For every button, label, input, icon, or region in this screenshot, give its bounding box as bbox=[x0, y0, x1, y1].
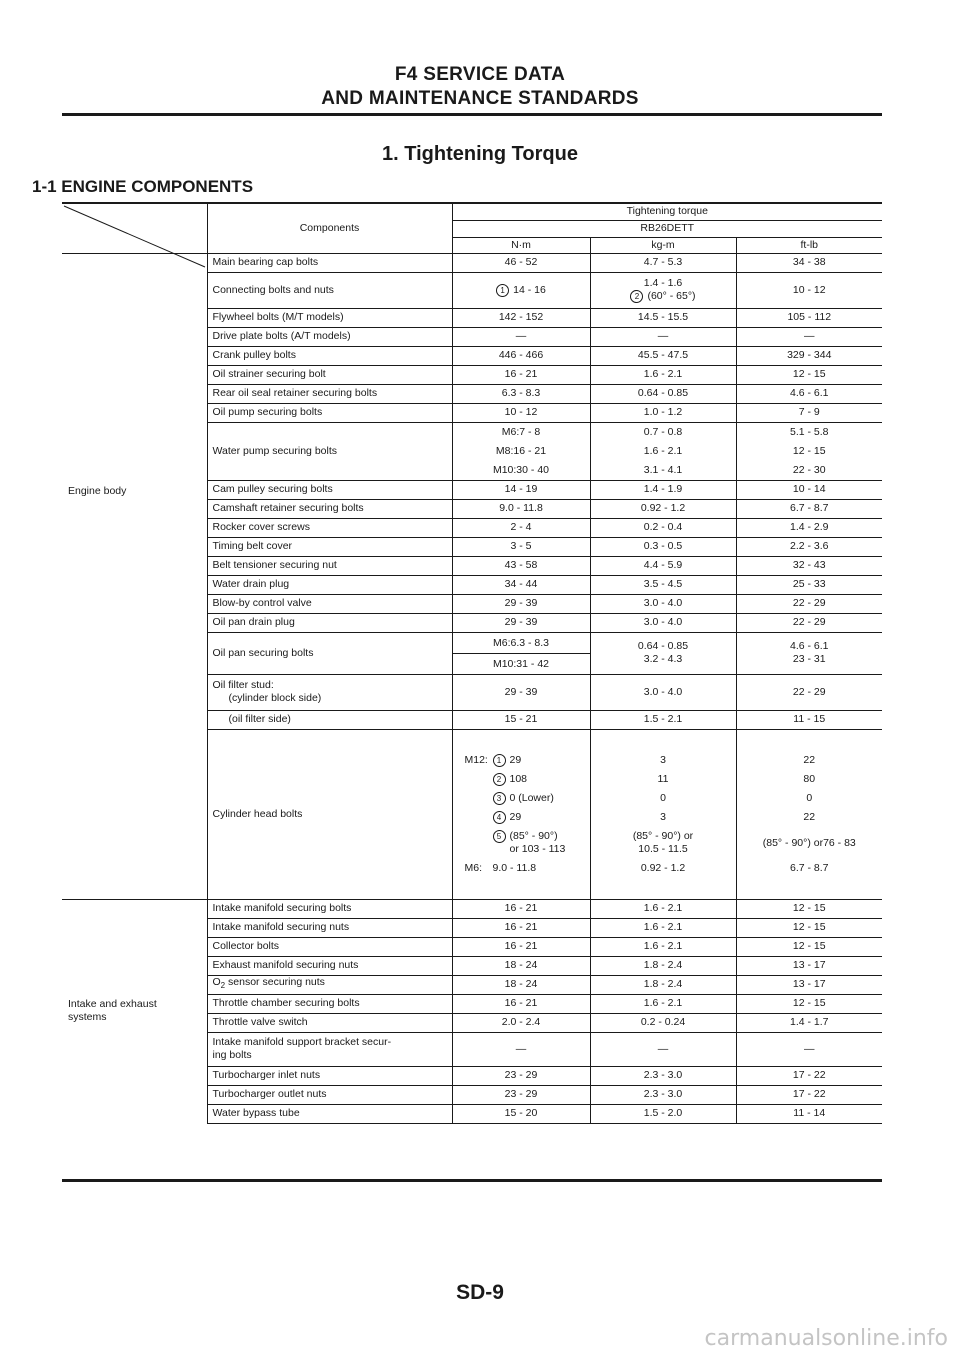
bolt-size-m12: M12: bbox=[464, 753, 488, 766]
torque-nm: 16 - 21 bbox=[452, 918, 590, 937]
torque-kgm: 0.92 - 1.2 bbox=[590, 499, 736, 518]
torque-nm-m10: M10:30 - 40 bbox=[492, 463, 550, 476]
torque-nm: 16 - 21 bbox=[452, 365, 590, 384]
step-mark-icon: 4 bbox=[493, 811, 506, 824]
torque-ftlb: 25 - 33 bbox=[736, 575, 882, 594]
step-ftlb: 22 bbox=[803, 810, 816, 823]
torque-kgm: 0.2 - 0.4 bbox=[590, 518, 736, 537]
step-ftlb: 22 bbox=[803, 753, 816, 766]
component-name: Cylinder head bolts bbox=[207, 729, 452, 899]
component-name: Water drain plug bbox=[207, 575, 452, 594]
component-name: Water pump securing bolts bbox=[207, 422, 452, 480]
component-name bbox=[207, 975, 452, 994]
component-name: (oil filter side) bbox=[207, 710, 452, 729]
torque-kgm: 1.8 - 2.4 bbox=[590, 975, 736, 994]
step-mark-icon: 1 bbox=[493, 754, 506, 767]
torque-kgm bbox=[590, 272, 736, 308]
torque-ftlb: 10 - 12 bbox=[736, 272, 882, 308]
torque-kgm: 1.6 - 2.1 bbox=[590, 899, 736, 918]
o2-subscript: 2 bbox=[220, 981, 226, 991]
torque-nm: — bbox=[452, 327, 590, 346]
component-name: Turbocharger inlet nuts bbox=[207, 1066, 452, 1085]
component-name: Intake manifold securing nuts bbox=[207, 918, 452, 937]
header-components: Components bbox=[207, 203, 452, 253]
group-intake-exhaust: Intake and exhaust systems bbox=[62, 899, 207, 1123]
torque-ftlb: 22 - 29 bbox=[736, 674, 882, 710]
torque-kgm: 3.0 - 4.0 bbox=[590, 613, 736, 632]
component-name: Oil pan drain plug bbox=[207, 613, 452, 632]
torque-kgm: 1.6 - 2.1 bbox=[590, 918, 736, 937]
torque-kgm: 4.4 - 5.9 bbox=[590, 556, 736, 575]
m6-nm: 9.0 - 11.8 bbox=[492, 861, 537, 874]
footer-rule bbox=[62, 1179, 882, 1182]
watermark-text: carmanualsonline.info bbox=[704, 1326, 948, 1351]
torque-kgm: 0.2 - 0.24 bbox=[590, 1013, 736, 1032]
torque-ftlb: 10 - 14 bbox=[736, 480, 882, 499]
torque-kgm bbox=[590, 729, 736, 899]
torque-nm: 10 - 12 bbox=[452, 403, 590, 422]
component-name: Rear oil seal retainer securing bolts bbox=[207, 384, 452, 403]
component-name: Oil pump securing bolts bbox=[207, 403, 452, 422]
m6-kgm: 0.92 - 1.2 bbox=[640, 861, 686, 874]
torque-nm bbox=[452, 422, 590, 480]
torque-nm: 34 - 44 bbox=[452, 575, 590, 594]
step-nm: 29 bbox=[509, 753, 522, 766]
step-nm: 29 bbox=[509, 810, 522, 823]
torque-kgm: — bbox=[590, 1032, 736, 1066]
component-name: Belt tensioner securing nut bbox=[207, 556, 452, 575]
step-kgm: 3 bbox=[660, 753, 666, 766]
torque-ftlb: 105 - 112 bbox=[736, 308, 882, 327]
torque-nm: 6.3 - 8.3 bbox=[452, 384, 590, 403]
torque-ftlb-m10: 22 - 30 bbox=[792, 463, 826, 476]
component-name: Drive plate bolts (A/T models) bbox=[207, 327, 452, 346]
header-unit-nm: N·m bbox=[452, 237, 590, 253]
component-name: Blow-by control valve bbox=[207, 594, 452, 613]
header-unit-kgm: kg-m bbox=[590, 237, 736, 253]
torque-ftlb: 12 - 15 bbox=[736, 899, 882, 918]
header-engine-model: RB26DETT bbox=[452, 220, 882, 237]
step-nm: (85° - 90°) or 103 - 113 bbox=[509, 829, 566, 855]
torque-ftlb: 32 - 43 bbox=[736, 556, 882, 575]
torque-nm: 15 - 20 bbox=[452, 1104, 590, 1123]
torque-kgm: 1.5 - 2.0 bbox=[590, 1104, 736, 1123]
step-kgm: 0 bbox=[660, 791, 666, 804]
torque-nm bbox=[452, 729, 590, 899]
step-mark-icon: 2 bbox=[493, 773, 506, 786]
torque-kgm: 2.3 - 3.0 bbox=[590, 1085, 736, 1104]
torque-kgm: 1.6 - 2.1 bbox=[590, 365, 736, 384]
torque-kgm: 3.5 - 4.5 bbox=[590, 575, 736, 594]
torque-nm-m8: M8:16 - 21 bbox=[495, 444, 547, 457]
component-name: Connecting bolts and nuts bbox=[207, 272, 452, 308]
component-name: Rocker cover screws bbox=[207, 518, 452, 537]
torque-ftlb-m6: 4.6 - 6.1 bbox=[790, 640, 829, 652]
group-spacer bbox=[62, 729, 207, 899]
step-nm: 0 (Lower) bbox=[509, 791, 554, 804]
torque-nm-m10: M10:31 - 42 bbox=[492, 657, 550, 670]
component-name: Timing belt cover bbox=[207, 537, 452, 556]
torque-nm: 43 - 58 bbox=[452, 556, 590, 575]
torque-nm: 16 - 21 bbox=[452, 994, 590, 1013]
torque-angle: (60° - 65°) bbox=[647, 290, 696, 302]
torque-ftlb: 12 - 15 bbox=[736, 937, 882, 956]
torque-kgm-m10: 3.1 - 4.1 bbox=[643, 463, 683, 476]
torque-kgm: 2.3 - 3.0 bbox=[590, 1066, 736, 1085]
torque-kgm: 3.0 - 4.0 bbox=[590, 674, 736, 710]
torque-nm: 142 - 152 bbox=[452, 308, 590, 327]
torque-nm: 2 - 4 bbox=[452, 518, 590, 537]
component-name: Cam pulley securing bolts bbox=[207, 480, 452, 499]
torque-kgm-m6: 0.7 - 0.8 bbox=[643, 425, 683, 438]
component-name: Throttle chamber securing bolts bbox=[207, 994, 452, 1013]
diagonal-line bbox=[62, 204, 207, 269]
torque-kgm: 3.0 - 4.0 bbox=[590, 594, 736, 613]
component-name: Exhaust manifold securing nuts bbox=[207, 956, 452, 975]
torque-kgm-m6: 0.64 - 0.85 bbox=[637, 640, 689, 652]
component-name-sub: (cylinder block side) bbox=[228, 692, 322, 704]
component-name-main: Oil filter stud: bbox=[212, 679, 274, 691]
m6-ftlb: 6.7 - 8.7 bbox=[790, 861, 829, 874]
torque-nm: 14 - 19 bbox=[452, 480, 590, 499]
step-kgm: 11 bbox=[657, 772, 669, 785]
step-nm: 108 bbox=[509, 772, 528, 785]
component-name: Collector bolts bbox=[207, 937, 452, 956]
torque-kgm: 45.5 - 47.5 bbox=[590, 346, 736, 365]
torque-nm: 23 - 29 bbox=[452, 1085, 590, 1104]
torque-ftlb: 12 - 15 bbox=[736, 918, 882, 937]
torque-ftlb: 6.7 - 8.7 bbox=[736, 499, 882, 518]
torque-nm: 3 - 5 bbox=[452, 537, 590, 556]
torque-kgm-m8: 1.6 - 2.1 bbox=[643, 444, 683, 457]
torque-kgm: 1.0 - 1.2 bbox=[590, 403, 736, 422]
torque-nm: 446 - 466 bbox=[452, 346, 590, 365]
component-name: Turbocharger outlet nuts bbox=[207, 1085, 452, 1104]
torque-ftlb: 22 - 29 bbox=[736, 613, 882, 632]
torque-nm-m6: M6:6.3 - 8.3 bbox=[453, 633, 590, 654]
torque-kgm bbox=[590, 632, 736, 674]
torque-ftlb: 4.6 - 6.1 bbox=[736, 384, 882, 403]
table-row bbox=[62, 899, 882, 918]
header-rule bbox=[62, 113, 882, 116]
torque-nm: 16 - 21 bbox=[452, 899, 590, 918]
component-name: Flywheel bolts (M/T models) bbox=[207, 308, 452, 327]
o2-name: sensor securing nuts bbox=[225, 976, 325, 989]
torque-ftlb: 12 - 15 bbox=[736, 994, 882, 1013]
section-title: 1. Tightening Torque bbox=[382, 143, 578, 165]
bolt-size-m6: M6: bbox=[464, 861, 483, 874]
torque-nm: 2.0 - 2.4 bbox=[452, 1013, 590, 1032]
torque-kgm: 1.5 - 2.1 bbox=[590, 710, 736, 729]
torque-nm: 9.0 - 11.8 bbox=[452, 499, 590, 518]
torque-ftlb: 22 - 29 bbox=[736, 594, 882, 613]
torque-ftlb bbox=[736, 422, 882, 480]
torque-nm bbox=[452, 272, 590, 308]
page-title-line2: AND MAINTENANCE STANDARDS bbox=[321, 88, 639, 109]
component-name: Oil strainer securing bolt bbox=[207, 365, 452, 384]
torque-nm: — bbox=[452, 1032, 590, 1066]
torque-nm: 16 - 21 bbox=[452, 937, 590, 956]
header-diagonal-cell bbox=[62, 203, 207, 253]
torque-ftlb-m10: 23 - 31 bbox=[792, 653, 826, 665]
torque-nm-value: 14 - 16 bbox=[513, 283, 546, 296]
torque-nm-m6: M6:7 - 8 bbox=[501, 425, 541, 438]
torque-ftlb: 2.2 - 3.6 bbox=[736, 537, 882, 556]
torque-kgm: 0.64 - 0.85 bbox=[590, 384, 736, 403]
torque-nm: 29 - 39 bbox=[452, 594, 590, 613]
torque-ftlb-m6: 5.1 - 5.8 bbox=[790, 425, 829, 438]
header-tightening-torque: Tightening torque bbox=[452, 203, 882, 220]
torque-ftlb: — bbox=[736, 1032, 882, 1066]
torque-ftlb: 13 - 17 bbox=[736, 956, 882, 975]
torque-ftlb: 11 - 14 bbox=[736, 1104, 882, 1123]
torque-ftlb: 1.4 - 1.7 bbox=[736, 1013, 882, 1032]
component-name: Crank pulley bolts bbox=[207, 346, 452, 365]
page-title-line1: F4 SERVICE DATA bbox=[394, 64, 566, 85]
step-ftlb: (85° - 90°) or76 - 83 bbox=[762, 836, 856, 849]
step-mark-icon: 2 bbox=[630, 290, 643, 303]
torque-kgm: 4.7 - 5.3 bbox=[590, 253, 736, 272]
torque-kgm: 0.3 - 0.5 bbox=[590, 537, 736, 556]
torque-nm: 29 - 39 bbox=[452, 674, 590, 710]
torque-kgm bbox=[590, 422, 736, 480]
torque-ftlb: 11 - 15 bbox=[736, 710, 882, 729]
torque-ftlb: 12 - 15 bbox=[736, 365, 882, 384]
o2-prefix: O bbox=[212, 976, 221, 989]
component-name bbox=[207, 674, 452, 710]
step-kgm: (85° - 90°) or 10.5 - 11.5 bbox=[632, 829, 694, 855]
torque-kgm-m10: 3.2 - 4.3 bbox=[643, 653, 683, 665]
component-name: Intake manifold support bracket secur- ing bolts bbox=[207, 1032, 452, 1066]
torque-kgm-value: 1.4 - 1.6 bbox=[643, 277, 683, 289]
torque-kgm: 1.6 - 2.1 bbox=[590, 994, 736, 1013]
component-name: Main bearing cap bolts bbox=[207, 253, 452, 272]
torque-ftlb: 1.4 - 2.9 bbox=[736, 518, 882, 537]
group-engine-body: Engine body bbox=[68, 484, 127, 497]
torque-kgm: 1.6 - 2.1 bbox=[590, 937, 736, 956]
torque-nm: 23 - 29 bbox=[452, 1066, 590, 1085]
step-mark-icon: 3 bbox=[493, 792, 506, 805]
torque-nm bbox=[452, 632, 590, 674]
torque-ftlb bbox=[736, 729, 882, 899]
component-name: Throttle valve switch bbox=[207, 1013, 452, 1032]
step-ftlb: 80 bbox=[803, 772, 816, 785]
table-row bbox=[62, 729, 882, 899]
torque-kgm: 14.5 - 15.5 bbox=[590, 308, 736, 327]
torque-nm: 46 - 52 bbox=[452, 253, 590, 272]
component-name: Oil pan securing bolts bbox=[207, 632, 452, 674]
step-ftlb: 0 bbox=[806, 791, 813, 804]
torque-nm: 15 - 21 bbox=[452, 710, 590, 729]
component-name: Intake manifold securing bolts bbox=[207, 899, 452, 918]
torque-ftlb: 17 - 22 bbox=[736, 1066, 882, 1085]
torque-ftlb: 329 - 344 bbox=[736, 346, 882, 365]
step-kgm: 3 bbox=[660, 810, 666, 823]
torque-kgm: — bbox=[590, 327, 736, 346]
component-name: Camshaft retainer securing bolts bbox=[207, 499, 452, 518]
torque-kgm: 1.4 - 1.9 bbox=[590, 480, 736, 499]
subsection-title: 1-1 ENGINE COMPONENTS bbox=[32, 177, 254, 196]
torque-nm: 29 - 39 bbox=[452, 613, 590, 632]
torque-nm: 18 - 24 bbox=[452, 956, 590, 975]
torque-ftlb: 17 - 22 bbox=[736, 1085, 882, 1104]
torque-ftlb: — bbox=[736, 327, 882, 346]
torque-kgm: 1.8 - 2.4 bbox=[590, 956, 736, 975]
torque-ftlb: 13 - 17 bbox=[736, 975, 882, 994]
torque-nm: 18 - 24 bbox=[452, 975, 590, 994]
torque-ftlb: 7 - 9 bbox=[736, 403, 882, 422]
tightening-torque-table bbox=[62, 202, 882, 1124]
page-number: SD-9 bbox=[456, 1281, 504, 1304]
torque-ftlb-m8: 12 - 15 bbox=[792, 444, 826, 457]
component-name: Water bypass tube bbox=[207, 1104, 452, 1123]
step-mark-icon: 5 bbox=[493, 830, 506, 843]
torque-ftlb bbox=[736, 632, 882, 674]
step-mark-icon: 1 bbox=[496, 284, 509, 297]
header-unit-ftlb: ft-lb bbox=[736, 237, 882, 253]
torque-ftlb: 34 - 38 bbox=[736, 253, 882, 272]
